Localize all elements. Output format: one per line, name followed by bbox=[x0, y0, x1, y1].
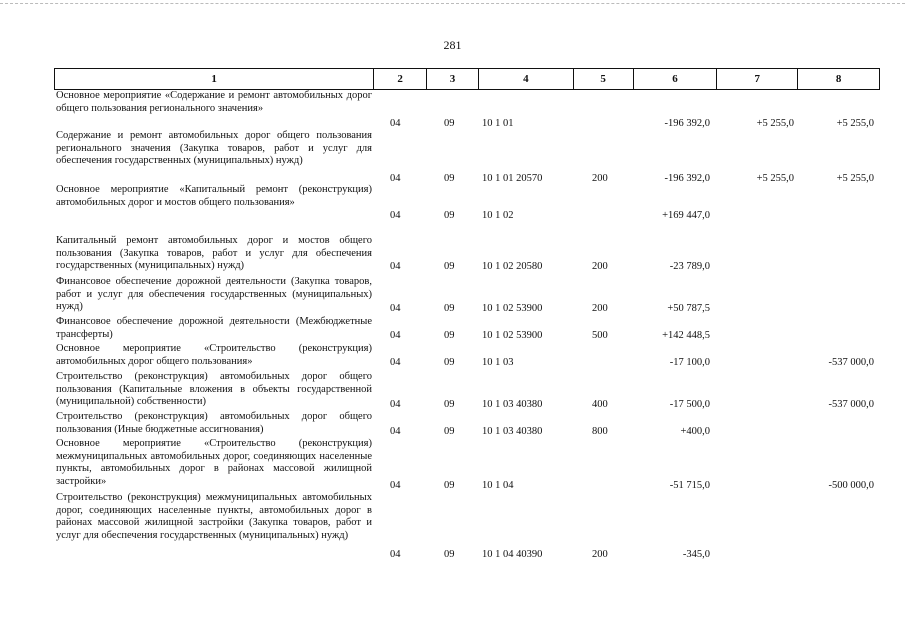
row-value-6: -17 100,0 bbox=[669, 357, 710, 368]
header-col-8: 8 bbox=[835, 73, 842, 85]
row-expense-type: 500 bbox=[592, 330, 608, 341]
row-target-code: 10 1 02 20580 bbox=[482, 261, 543, 272]
row-description: Строительство (реконструкция) автомобильных дорог общего пользования (Капитальные вложения в объекты государственной (муниципальной) собственности) bbox=[56, 371, 372, 408]
row-description: Основное мероприятие «Строительство (реконструкция) автомобильных дорог общего пользования» bbox=[56, 343, 372, 367]
row-expense-type: 800 bbox=[592, 426, 608, 437]
header-col-5: 5 bbox=[574, 69, 634, 89]
row-subsection: 09 bbox=[444, 330, 455, 341]
row-subsection: 09 bbox=[444, 426, 455, 437]
row-value-6: -51 715,0 bbox=[669, 480, 710, 491]
row-target-code: 10 1 03 bbox=[482, 357, 514, 368]
header-col-1: 1 bbox=[55, 69, 374, 89]
row-section: 04 bbox=[390, 480, 401, 491]
row-target-code: 10 1 03 40380 bbox=[482, 399, 543, 410]
row-expense-type: 400 bbox=[592, 399, 608, 410]
row-value-8: -537 000,0 bbox=[828, 399, 874, 410]
row-value-6: -196 392,0 bbox=[664, 173, 710, 184]
row-section: 04 bbox=[390, 118, 401, 129]
row-subsection: 09 bbox=[444, 357, 455, 368]
row-value-6: +169 447,0 bbox=[662, 210, 710, 221]
row-target-code: 10 1 02 bbox=[482, 210, 514, 221]
row-section: 04 bbox=[390, 303, 401, 314]
row-description: Содержание и ремонт автомобильных дорог общего пользования регионального значения (Закупка товаров, работ и услуг для обеспечения государственных (муниципальных) нужд) bbox=[56, 130, 372, 167]
row-section: 04 bbox=[390, 330, 401, 341]
header-col-7: 7 bbox=[717, 69, 798, 89]
row-target-code: 10 1 03 40380 bbox=[482, 426, 543, 437]
row-section: 04 bbox=[390, 261, 401, 272]
row-description: Строительство (реконструкция) автомобильных дорог общего пользования (Иные бюджетные ассигнования) bbox=[56, 411, 372, 435]
top-border bbox=[0, 3, 905, 4]
row-target-code: 10 1 04 bbox=[482, 480, 514, 491]
row-target-code: 10 1 01 bbox=[482, 118, 514, 129]
row-value-6: +400,0 bbox=[680, 426, 710, 437]
row-target-code: 10 1 02 53900 bbox=[482, 330, 543, 341]
row-subsection: 09 bbox=[444, 261, 455, 272]
row-section: 04 bbox=[390, 357, 401, 368]
row-subsection: 09 bbox=[444, 173, 455, 184]
row-value-6: -345,0 bbox=[682, 549, 710, 560]
row-description: Основное мероприятие «Капитальный ремонт (реконструкция) автомобильных дорог и мостов общего пользования» bbox=[56, 184, 372, 208]
row-value-6: -23 789,0 bbox=[669, 261, 710, 272]
header-col-6: 6 bbox=[634, 69, 718, 89]
row-subsection: 09 bbox=[444, 480, 455, 491]
row-subsection: 09 bbox=[444, 118, 455, 129]
header-col-3: 3 bbox=[427, 69, 479, 89]
row-description: Основное мероприятие «Содержание и ремонт автомобильных дорог общего пользования регионального значения» bbox=[56, 90, 372, 114]
row-section: 04 bbox=[390, 173, 401, 184]
row-subsection: 09 bbox=[444, 303, 455, 314]
row-value-8: +5 255,0 bbox=[836, 118, 874, 129]
row-description: Финансовое обеспечение дорожной деятельности (Межбюджетные трансферты) bbox=[56, 316, 372, 340]
row-description: Основное мероприятие «Строительство (реконструкция) межмуниципальных автомобильных дорог, соединяющих населенные пункты, автомобильных дорог в районах массовой жилищной застройки» bbox=[56, 438, 372, 487]
row-value-6: -196 392,0 bbox=[664, 118, 710, 129]
row-section: 04 bbox=[390, 210, 401, 221]
row-value-8: -537 000,0 bbox=[828, 357, 874, 368]
row-value-8: -500 000,0 bbox=[828, 480, 874, 491]
row-expense-type: 200 bbox=[592, 303, 608, 314]
row-value-8: +5 255,0 bbox=[836, 173, 874, 184]
row-subsection: 09 bbox=[444, 210, 455, 221]
row-section: 04 bbox=[390, 549, 401, 560]
row-description: Строительство (реконструкция) межмуниципальных автомобильных дорог, соединяющих населенные пункты, автомобильных дорог в районах массовой жилищной застройки (Закупка товаров, работ и услуг для обеспечения государственных (муниципальных) нужд) bbox=[56, 492, 372, 541]
row-expense-type: 200 bbox=[592, 549, 608, 560]
row-description: Капитальный ремонт автомобильных дорог и мостов общего пользования (Закупка товаров, работ и услуг для обеспечения государственных (муниципальных) нужд) bbox=[56, 235, 372, 272]
page-number: 281 bbox=[443, 38, 462, 52]
row-value-7: +5 255,0 bbox=[756, 118, 794, 129]
row-subsection: 09 bbox=[444, 549, 455, 560]
row-target-code: 10 1 04 40390 bbox=[482, 549, 543, 560]
header-col-2: 2 bbox=[374, 69, 427, 89]
row-value-7: +5 255,0 bbox=[756, 173, 794, 184]
row-expense-type: 200 bbox=[592, 173, 608, 184]
table-header bbox=[54, 68, 880, 90]
row-section: 04 bbox=[390, 426, 401, 437]
row-section: 04 bbox=[390, 399, 401, 410]
row-subsection: 09 bbox=[444, 399, 455, 410]
row-target-code: 10 1 01 20570 bbox=[482, 173, 543, 184]
row-expense-type: 200 bbox=[592, 261, 608, 272]
row-target-code: 10 1 02 53900 bbox=[482, 303, 543, 314]
header-col-4: 4 bbox=[479, 69, 574, 89]
row-value-6: -17 500,0 bbox=[669, 399, 710, 410]
row-value-6: +50 787,5 bbox=[667, 303, 710, 314]
row-description: Финансовое обеспечение дорожной деятельности (Закупка товаров, работ и услуг для обеспечения государственных (муниципальных) нужд) bbox=[56, 276, 372, 313]
row-value-6: +142 448,5 bbox=[662, 330, 710, 341]
